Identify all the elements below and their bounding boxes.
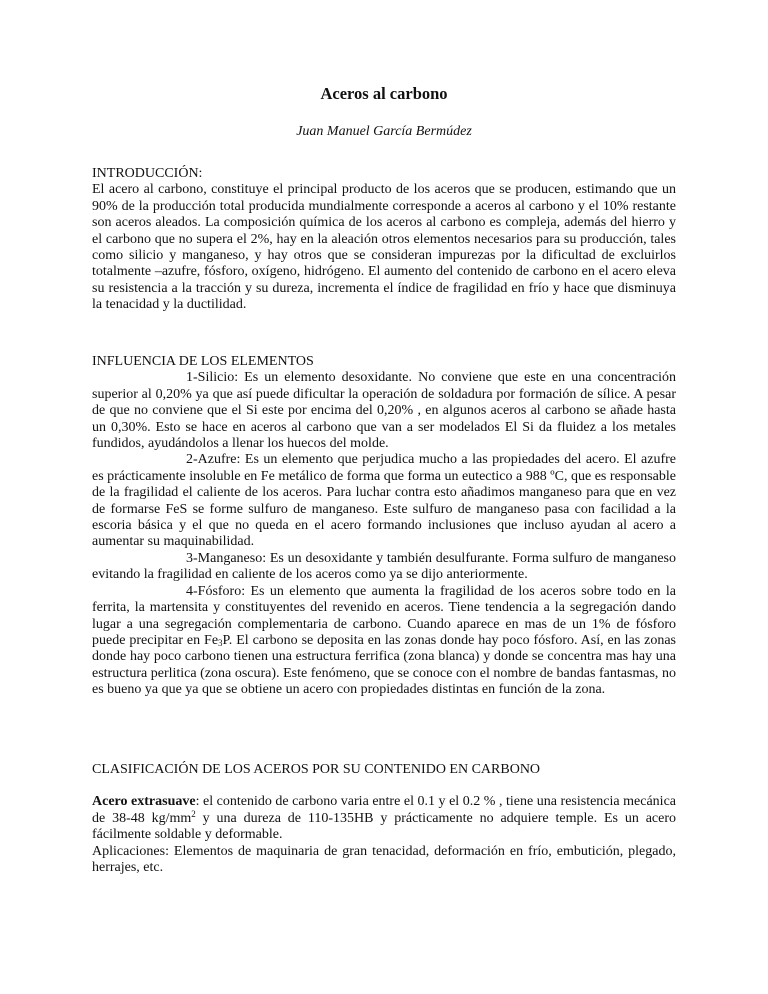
classification-section <box>92 762 676 876</box>
intro-section <box>92 166 676 314</box>
fosforo-text-end: P. El carbono se deposita en las zonas donde hay poco fósforo. Así, en las zonas donde hay poco carbono tienen una estructura ferrifica (zona blanca) y donde se concentra mas hay una estructura perlitica (zona oscura). Este fenómeno, que se conoce con el nombre de bandas fantasmas, no es bueno ya que ya que se obtiene un acero con propiedades distintas en función de la zona. <box>92 632 676 698</box>
fosforo-text-start: 4-Fósforo: Es un elemento que aumenta la fragilidad de los aceros sobre todo en la ferrita, la martensita y constituyentes del revenido en aceros. Tiene tendencia a la segregación dando lugar a una segregación complementaria de carbono. Cuando aparece en mas de un 1% de fósforo puede precipitar en Fe <box>92 583 676 648</box>
fosforo-subscript: 3 <box>218 637 223 648</box>
document-title: Aceros al carbono <box>320 84 448 103</box>
extrasuave-text-start: : el contenido de carbono varia entre el 0.1 y el 0.2 % , tiene una resistencia mecánica de 38-48 kg/mm <box>92 794 677 826</box>
extrasuave-text-end: y una dureza de 110-135HB y prácticamente no adquiere temple. Es un acero fácilmente soldable y deformable. <box>92 810 677 843</box>
document-author: Juan Manuel García Bermúdez <box>296 124 472 139</box>
influence-heading: INFLUENCIA DE LOS ELEMENTOS <box>92 354 314 369</box>
influence-section <box>92 354 676 699</box>
element-fosforo <box>92 584 676 699</box>
extrasuave-superscript: 2 <box>191 808 196 819</box>
acero-extrasuave <box>92 794 676 843</box>
classification-heading: CLASIFICACIÓN DE LOS ACEROS POR SU CONTENIDO EN CARBONO <box>92 762 541 777</box>
element-silicio: 1-Silicio: Es un elemento desoxidante. No conviene que este en una concentración superior al 0,20% ya que así puede dificultar la operación de soldadura por formación de sílice. A pesar de que no conviene que el Si este por encima del 0,20% , en algunos aceros al carbono se añade hasta un 0,30%. Esto se hace en aceros al carbono que van a ser modelados El Si da fluidez a los metales fundidos, ayudándolos a llenar los huecos del molde. <box>92 370 676 452</box>
spacer <box>92 778 676 794</box>
extrasuave-term: Acero extrasuave <box>92 794 196 810</box>
element-azufre: 2-Azufre: Es un elemento que perjudica mucho a las propiedades del acero. El azufre es prácticamente insoluble en Fe metálico de forma que forma un eutectico a 988 ºC, que es responsable de la fragilidad el caliente de los aceros. Para luchar contra esto añadimos manganeso para que en vez de formarse FeS se forme sulfuro de manganeso. Este sulfuro de manganeso pasa con facilidad a la escoria básica y el que no queda en el acero formando inclusiones que incluso ayudan al acero a aumentar su maquinabilidad. <box>92 452 676 550</box>
intro-heading: INTRODUCCIÓN: <box>92 166 203 181</box>
extrasuave-applications: Aplicaciones: Elementos de maquinaria de gran tenacidad, deformación en frío, embutición, plegado, herrajes, etc. <box>92 843 676 876</box>
intro-paragraph: El acero al carbono, constituye el principal producto de los aceros que se producen, estimando que un 90% de la producción total producida mundialmente corresponde a aceros al carbono y el 10% restante son aceros aleados. La composición química de los aceros al carbono es compleja, además del hierro y el carbono que no supera el 2%, hay en la aleación otros elementos necesarios para su producción, tales como silicio y manganeso, y hay otros que se consideran impurezas por la dificultad de excluirlos totalmente –azufre, fósforo, oxígeno, hidrógeno. El aumento del contenido de carbono en el acero eleva su resistencia a la tracción y su dureza, incrementa el índice de fragilidad en frío y hace que disminuya la tenacidad y la ductilidad. <box>92 182 676 313</box>
element-manganeso: 3-Manganeso: Es un desoxidante y también desulfurante. Forma sulfuro de manganeso evitando la fragilidad en caliente de los aceros como ya se dijo anteriormente. <box>92 550 676 583</box>
